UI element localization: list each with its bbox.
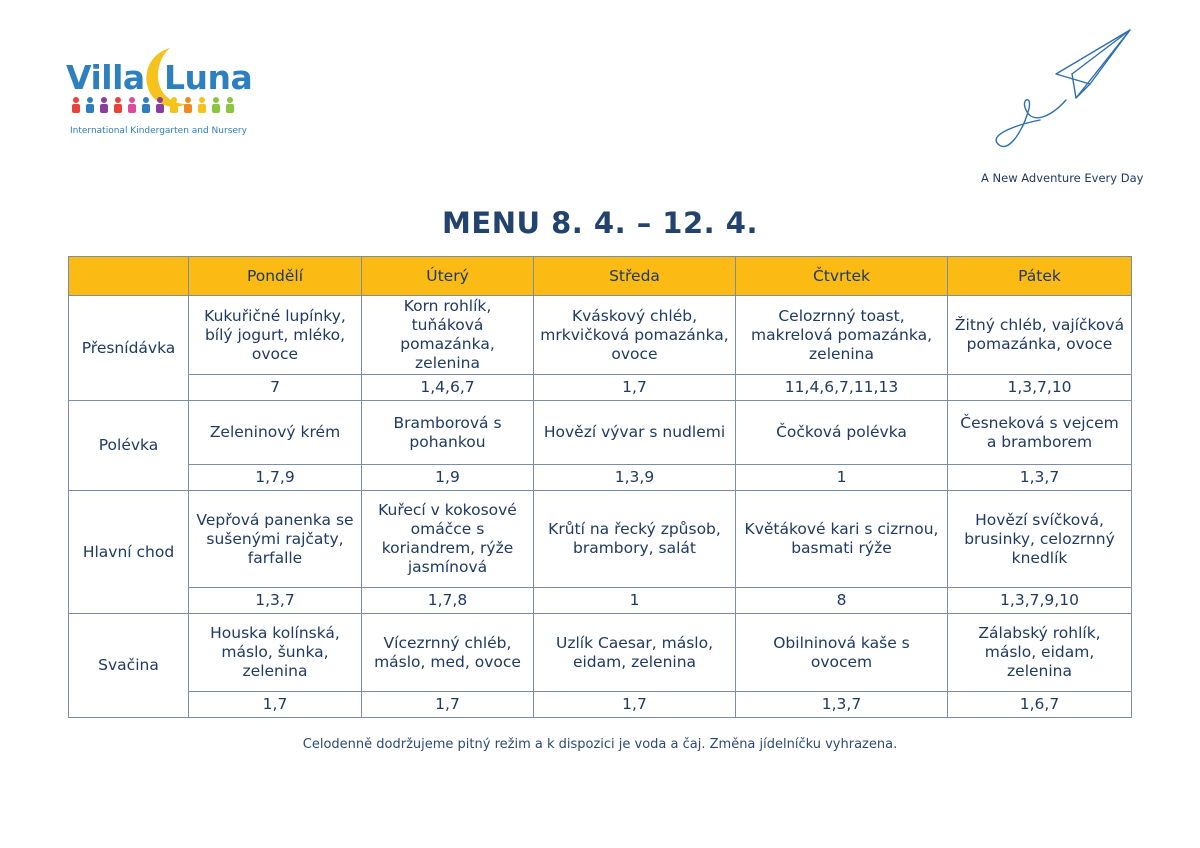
allergen-cell: 1,6,7 [948, 692, 1132, 718]
dish-cell: Hovězí vývar s nudlemi [534, 401, 736, 465]
allergen-cell: 1,3,7,9,10 [948, 588, 1132, 614]
dish-cell: Žitný chléb, vajíčková pomazánka, ovoce [948, 296, 1132, 375]
meal-label: Polévka [69, 401, 189, 491]
allergen-cell: 1,3,7 [736, 692, 948, 718]
table-row [69, 491, 1132, 588]
allergen-cell: 1 [736, 465, 948, 491]
allergen-cell: 1,7 [534, 375, 736, 401]
dish-cell: Uzlík Caesar, máslo, eidam, zelenina [534, 614, 736, 692]
menu-table [68, 256, 1132, 718]
villa-luna-logo [66, 44, 253, 140]
dish-cell: Bramborová s pohankou [362, 401, 534, 465]
allergen-row [69, 692, 1132, 718]
logo-villa-text: Villa [66, 58, 145, 97]
allergen-cell: 1,3,9 [534, 465, 736, 491]
paper-plane-icon [980, 28, 1140, 158]
allergen-cell: 1,3,7 [948, 465, 1132, 491]
day-header: Úterý [362, 257, 534, 296]
day-header: Pondělí [189, 257, 362, 296]
dish-cell: Kuřecí v kokosové omáčce s koriandrem, rýže jasmínová [362, 491, 534, 588]
table-row [69, 296, 1132, 375]
allergen-cell: 1,7 [189, 692, 362, 718]
table-row [69, 614, 1132, 692]
day-header: Čtvrtek [736, 257, 948, 296]
dish-cell: Obilninová kaše s ovocem [736, 614, 948, 692]
dish-cell: Celozrnný toast, makrelová pomazánka, zelenina [736, 296, 948, 375]
allergen-row [69, 588, 1132, 614]
allergen-cell: 8 [736, 588, 948, 614]
allergen-cell: 7 [189, 375, 362, 401]
allergen-cell: 1,4,6,7 [362, 375, 534, 401]
dish-cell: Korn rohlík, tuňáková pomazánka, zelenina [362, 296, 534, 375]
dish-cell: Kváskový chléb, mrkvičková pomazánka, ovoce [534, 296, 736, 375]
allergen-cell: 11,4,6,7,11,13 [736, 375, 948, 401]
day-header: Pátek [948, 257, 1132, 296]
dish-cell: Vícezrnný chléb, máslo, med, ovoce [362, 614, 534, 692]
children-figures-icon [70, 96, 242, 114]
footer-note: Celodenně dodržujeme pitný režim a k dispozici je voda a čaj. Změna jídelníčku vyhrazena. [302, 737, 898, 752]
allergen-cell: 1,3,7,10 [948, 375, 1132, 401]
dish-cell: Česneková s vejcem a bramborem [948, 401, 1132, 465]
dish-cell: Květákové kari s cizrnou, basmati rýže [736, 491, 948, 588]
tagline: A New Adventure Every Day [981, 171, 1144, 185]
dish-cell: Vepřová panenka se sušenými rajčaty, farfalle [189, 491, 362, 588]
meal-label: Přesnídávka [69, 296, 189, 401]
allergen-cell: 1,9 [362, 465, 534, 491]
allergen-cell: 1,7,8 [362, 588, 534, 614]
dish-cell: Hovězí svíčková, brusinky, celozrnný knedlík [948, 491, 1132, 588]
allergen-row [69, 465, 1132, 491]
allergen-cell: 1,7 [534, 692, 736, 718]
allergen-row [69, 375, 1132, 401]
day-header: Středa [534, 257, 736, 296]
dish-cell: Čočková polévka [736, 401, 948, 465]
table-row [69, 401, 1132, 465]
dish-cell: Houska kolínská, máslo, šunka, zelenina [189, 614, 362, 692]
page-title: MENU 8. 4. – 12. 4. [442, 206, 758, 240]
dish-cell: Zeleninový krém [189, 401, 362, 465]
meal-label: Hlavní chod [69, 491, 189, 614]
allergen-cell: 1,7 [362, 692, 534, 718]
allergen-cell: 1 [534, 588, 736, 614]
allergen-cell: 1,3,7 [189, 588, 362, 614]
allergen-cell: 1,7,9 [189, 465, 362, 491]
dish-cell: Zálabský rohlík, máslo, eidam, zelenina [948, 614, 1132, 692]
logo-luna-text: Luna [164, 58, 253, 97]
dish-cell: Krůtí na řecký způsob, brambory, salát [534, 491, 736, 588]
header-empty-cell [69, 257, 189, 296]
dish-cell: Kukuřičné lupínky, bílý jogurt, mléko, ovoce [189, 296, 362, 375]
logo-subtitle: International Kindergarten and Nursery [70, 126, 247, 136]
meal-label: Svačina [69, 614, 189, 718]
table-header-row [69, 257, 1132, 296]
